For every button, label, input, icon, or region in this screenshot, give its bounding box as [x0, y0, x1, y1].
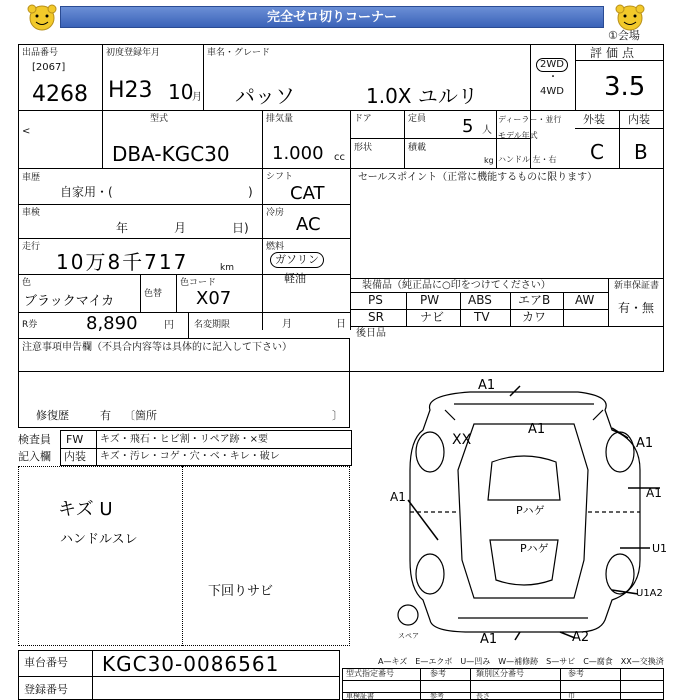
- recycle-value: 8,890: [86, 313, 138, 334]
- mark-right-a1: A1: [646, 486, 662, 500]
- ac-value: AC: [296, 214, 321, 235]
- recycle-unit: 円: [164, 320, 174, 331]
- exterior-grade: C: [590, 140, 604, 164]
- equip-airbag: エアB: [518, 293, 551, 307]
- handnote-line-3: 下回りサビ: [208, 584, 274, 599]
- mark-top-a1: A1: [478, 378, 496, 393]
- lot-label: 出品番号: [22, 48, 59, 58]
- handnotes-box: [18, 466, 350, 646]
- name-grade-label: 車名・グレード: [207, 48, 271, 58]
- recycle-label: R券: [22, 320, 38, 330]
- mark-front-p: Pハゲ: [516, 504, 545, 517]
- dealer-model-year: モデル年式: [498, 131, 538, 140]
- legend-box6: 参考: [430, 692, 444, 700]
- registration-month-unit: 月: [192, 92, 202, 103]
- afterfit-label: 後日品: [356, 328, 386, 339]
- notes-label: 注意事項申告欄（不具合内容等は具体的に記入して下さい）: [22, 342, 292, 353]
- model-value: DBA-KGC30: [112, 142, 230, 166]
- dealer-label: ディーラー・並行: [498, 115, 562, 124]
- equip-navi: ナビ: [420, 310, 445, 324]
- mark-roof-a1: A1: [528, 422, 546, 437]
- mileage-value: 10万8千717: [56, 250, 189, 274]
- legend-box2: 参考: [430, 669, 446, 678]
- mark-left-a1: A1: [390, 490, 406, 504]
- mark-hood-right-a1: A1: [636, 436, 654, 451]
- drive-4wd: 4WD: [540, 86, 564, 97]
- mileage-label: 走行: [22, 242, 41, 252]
- name-change-label: 名変期限: [194, 320, 231, 330]
- lot-number: 4268: [32, 82, 88, 107]
- handnote-line-1: キズ U: [58, 499, 113, 520]
- chassis-label: 車台番号: [24, 656, 68, 669]
- inspector-row2-items: キズ・汚レ・コゲ・穴・ベ・キレ・破レ: [100, 451, 280, 462]
- equip-leather: カワ: [522, 310, 547, 324]
- inspector-label-1: 検査員: [18, 433, 51, 446]
- equip-aw: AW: [575, 293, 595, 307]
- capacity-value: 5: [462, 116, 474, 137]
- legend-box3: 類別区分番号: [476, 669, 524, 678]
- register-label: 登録番号: [24, 683, 68, 696]
- mascot-left-icon: [22, 2, 62, 34]
- history-label: 車歴: [22, 173, 41, 183]
- load-label: 積載: [408, 143, 427, 153]
- color-code: X07: [196, 288, 232, 309]
- legend-box7: 長さ: [476, 692, 490, 700]
- venue-label: ①会場: [608, 29, 640, 42]
- warranty-label: 新車保証書: [614, 281, 660, 291]
- equip-ps: PS: [368, 293, 383, 307]
- color-code-label: 色コード: [180, 278, 217, 288]
- mark-spare: スペア: [398, 632, 419, 640]
- inspector-row2-head: 内装: [64, 450, 86, 463]
- mark-left-xx: XX: [452, 432, 472, 448]
- sales-point-label: セールスポイント（正常に機能するものに限ります）: [358, 172, 598, 183]
- interior-label: 内装: [628, 113, 650, 126]
- header-banner: [60, 6, 604, 28]
- model-arrow: <: [22, 126, 31, 137]
- repair-label: 修復歴: [36, 409, 69, 422]
- mark-rear-p: Pハゲ: [520, 542, 549, 555]
- color-change-label: 色替: [144, 289, 163, 299]
- lot-sub-number: [2067]: [32, 62, 66, 73]
- color-label: 色: [22, 278, 32, 288]
- banner-title: 完全ゼロ切りコーナー: [266, 10, 397, 25]
- inspection-month: 月: [174, 221, 187, 235]
- model-label: 型式: [150, 114, 169, 124]
- dealer-handle: ハンドル 左・右: [498, 155, 557, 164]
- name-change-month: 月: [282, 319, 292, 330]
- displacement-unit: cc: [334, 152, 345, 163]
- displacement-label: 排気量: [266, 114, 294, 124]
- inspection-year: 年: [116, 221, 129, 235]
- equipment-label: 装備品（純正品に○印をつけてください）: [362, 280, 551, 291]
- exterior-label: 外装: [583, 113, 605, 126]
- inspector-row1-head: FW: [66, 433, 84, 446]
- chassis-value: KGC30-0086561: [102, 652, 280, 676]
- ac-label: 冷房: [266, 208, 285, 218]
- color-value: ブラックマイカ: [24, 294, 115, 309]
- car-grade: 1.0X ユルリ: [366, 84, 478, 108]
- capacity-unit: 人: [482, 125, 492, 136]
- doors-label: ドア: [354, 114, 372, 124]
- shift-value: CAT: [290, 183, 325, 204]
- registration-label: 初度登録年月: [106, 48, 161, 58]
- legend-box4: 参考: [568, 669, 584, 678]
- legend-box5: 車検証書: [346, 692, 374, 700]
- inspection-day: 日): [232, 221, 249, 235]
- shape-label: 形状: [354, 143, 373, 153]
- history-close: ): [248, 185, 253, 199]
- drive-dot: ・: [548, 72, 558, 83]
- interior-grade: B: [634, 140, 648, 164]
- rating-score: 3.5: [604, 72, 646, 102]
- equip-abs: ABS: [468, 293, 492, 307]
- mileage-unit: km: [220, 263, 234, 273]
- inspection-label: 車検: [22, 208, 41, 218]
- mark-right-u1: U1: [652, 542, 668, 555]
- mark-bottom-a1: A1: [480, 632, 498, 647]
- fuel-label: 燃料: [266, 242, 285, 252]
- equip-tv: TV: [474, 310, 490, 324]
- mark-right-u1a2: U1A2: [636, 588, 663, 599]
- registration-era-year: H23: [108, 78, 153, 103]
- name-change-day: 日: [336, 319, 346, 330]
- repair-close: 〕: [332, 409, 343, 422]
- fuel-gasoline: ガソリン: [270, 252, 324, 268]
- handnote-line-2: ハンドルスレ: [60, 532, 138, 547]
- damage-legend: A—キズ E—エクボ U—凹み W—補修跡 S—サビ C—腐食 XX—交換済: [378, 657, 664, 666]
- mark-bottom-a2: A2: [572, 630, 590, 645]
- inspector-row1-items: キズ・飛石・ヒビ割・リペア跡・×要: [100, 434, 268, 445]
- displacement-value: 1.000: [272, 143, 324, 164]
- capacity-label: 定員: [408, 114, 427, 124]
- repair-bracket: 〔箇所: [124, 409, 157, 422]
- legend-box1: 型式指定番号: [346, 669, 394, 678]
- car-name: パッソ: [235, 84, 295, 108]
- shift-label: シフト: [266, 172, 294, 182]
- warranty-value: 有・無: [618, 301, 655, 315]
- rating-label: 評価点: [590, 46, 639, 60]
- inspector-label-2: 記入欄: [18, 450, 51, 463]
- history-value: 自家用・(: [60, 185, 113, 199]
- drive-2wd: 2WD: [536, 58, 568, 72]
- equip-sr: SR: [368, 310, 384, 324]
- equip-pw: PW: [420, 293, 440, 307]
- registration-month: 10: [168, 80, 194, 104]
- load-unit: kg: [484, 156, 494, 165]
- fuel-diesel: 軽油: [284, 272, 306, 285]
- repair-value: 有: [100, 409, 111, 422]
- legend-box8: 巾: [568, 692, 575, 700]
